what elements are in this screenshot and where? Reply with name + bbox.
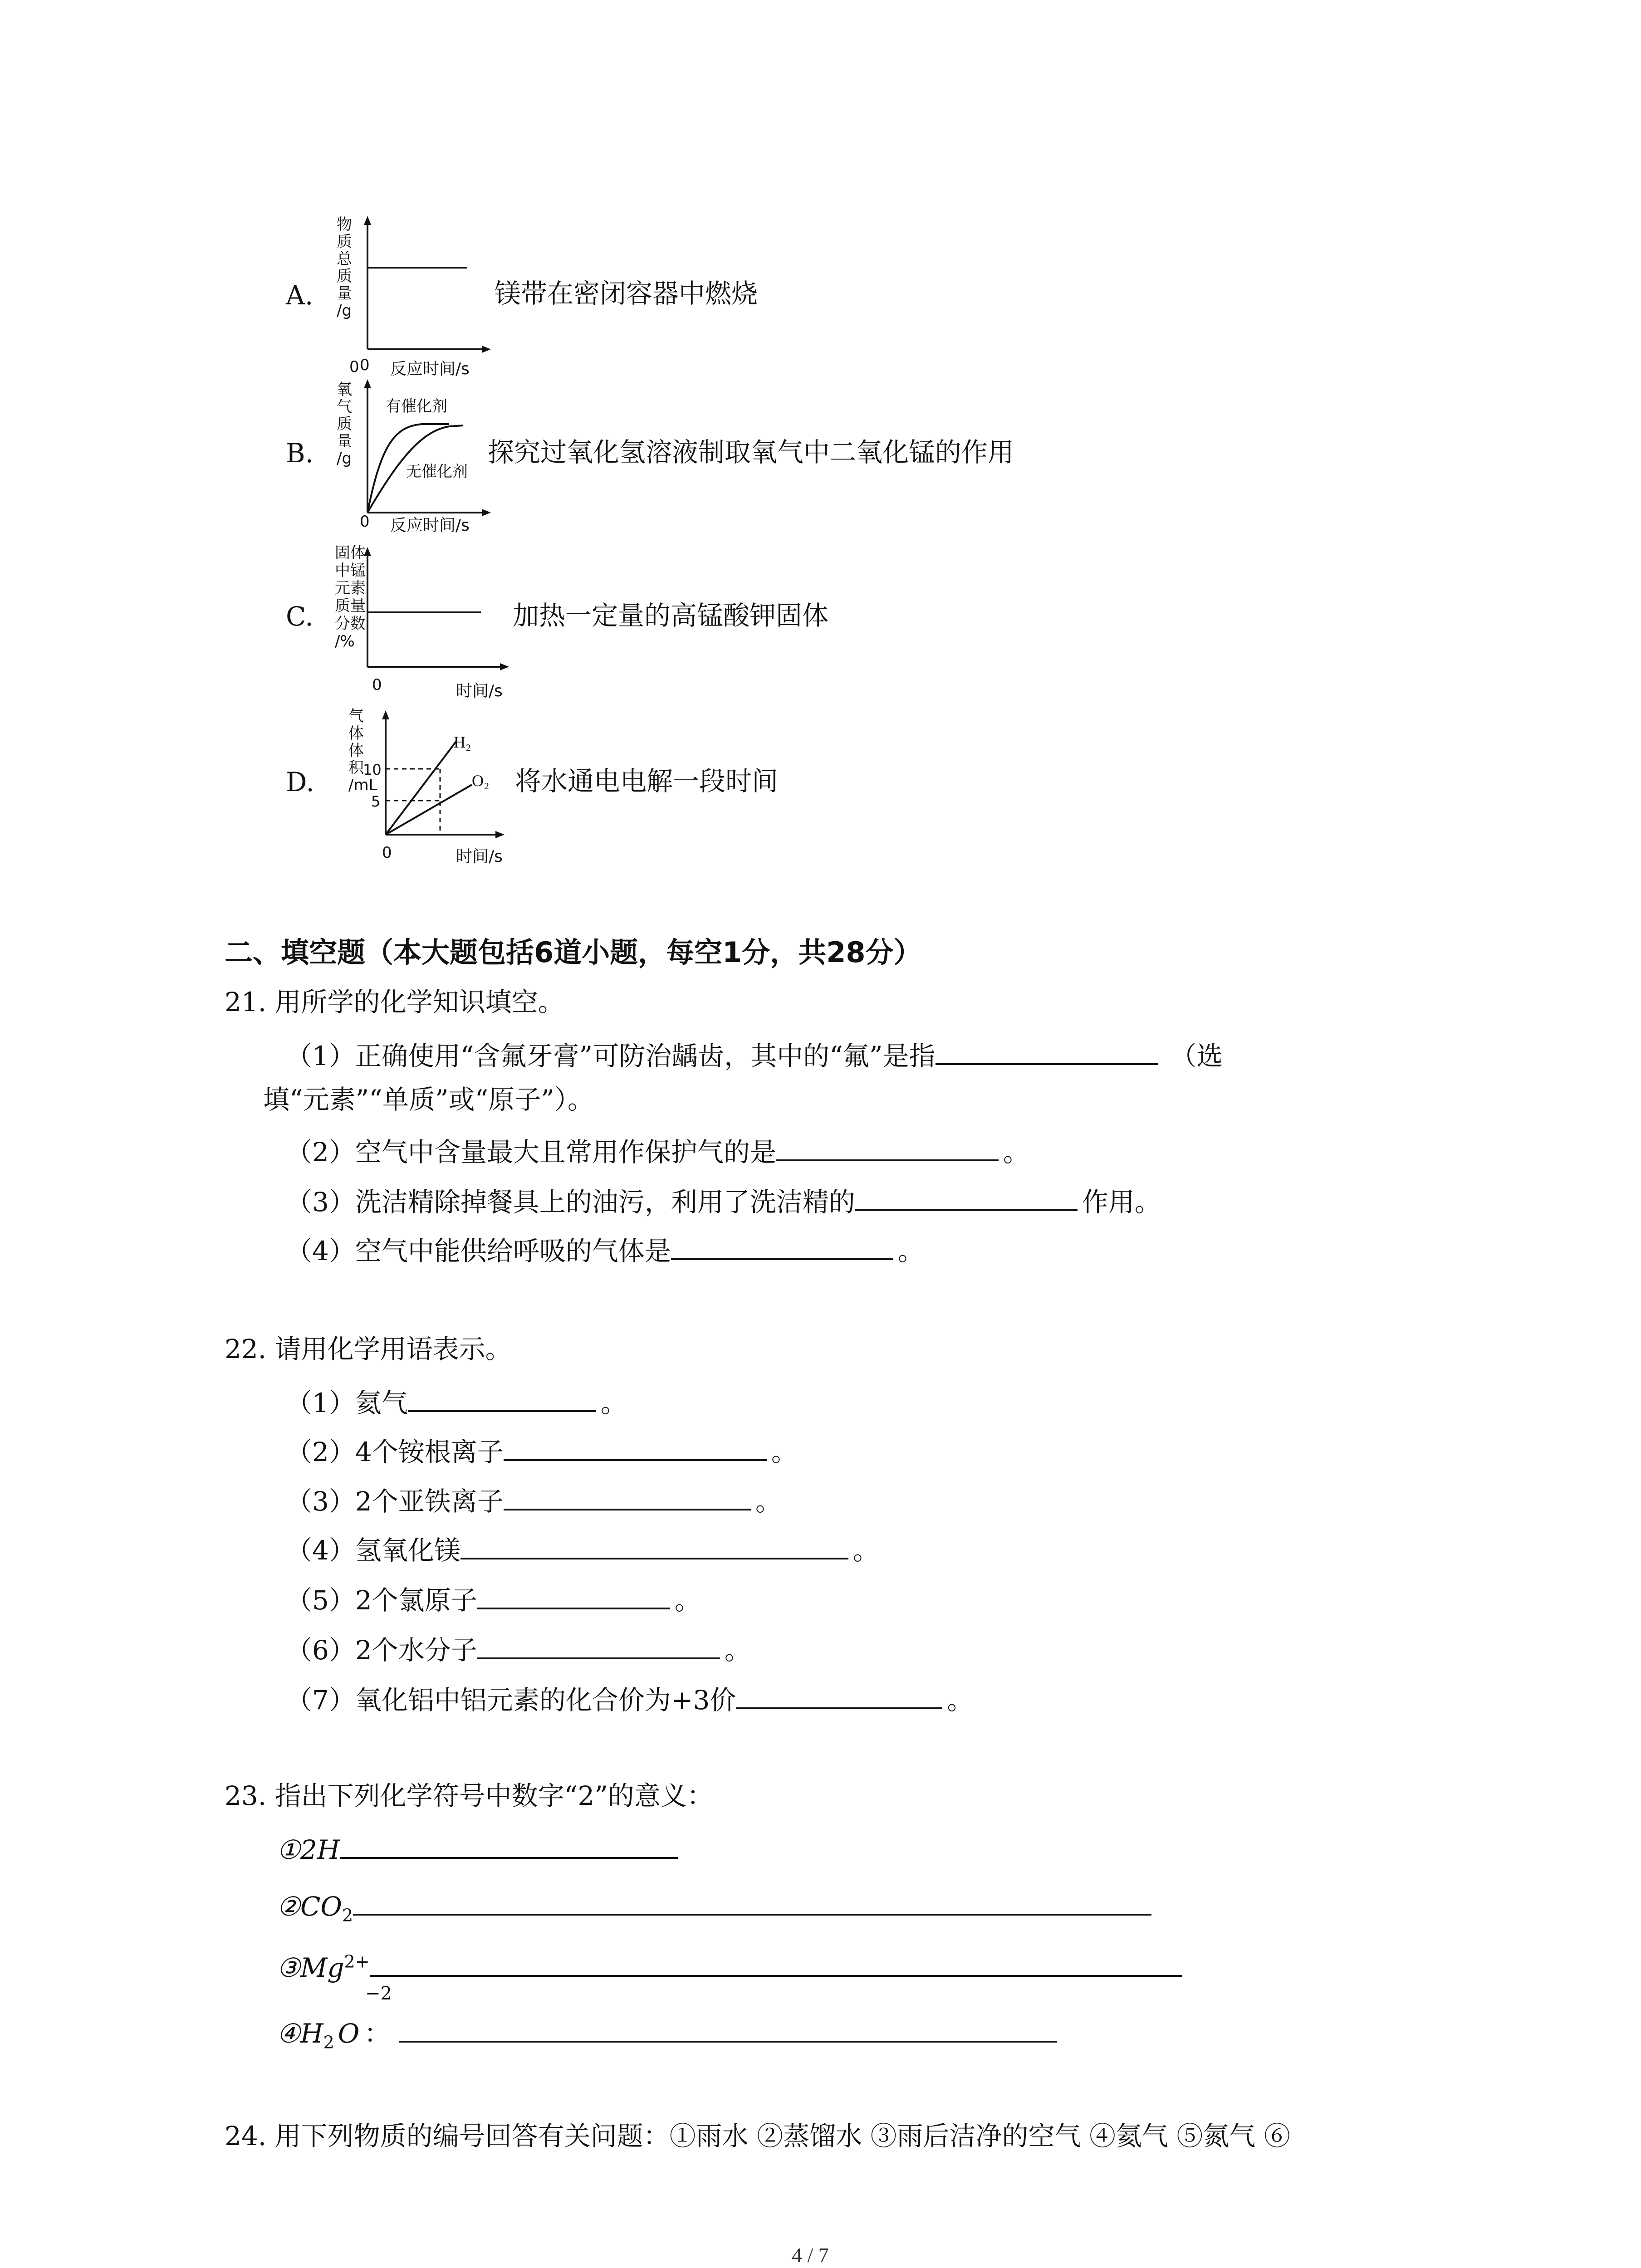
subscript: 2	[342, 1905, 353, 1926]
question-stem: 23. 指出下列化学符号中数字“2”的意义：	[225, 1780, 713, 1811]
q23-symbol-1	[277, 1833, 678, 1863]
q22-item	[286, 1583, 701, 1616]
q22-item-text: （2）4个铵根离子	[286, 1437, 504, 1467]
answer-blank[interactable]	[477, 1633, 720, 1659]
graph-d-ylabel: 气 体 体 积 /mL	[348, 707, 377, 794]
answer-blank[interactable]	[353, 1889, 1151, 1916]
q22-item-text: （4）氢氧化镁	[286, 1535, 460, 1566]
graph-d-tick-10: 10	[363, 761, 382, 778]
graph-a-xlabel: 反应时间/s	[390, 360, 470, 378]
option-letter: A.	[286, 280, 314, 311]
q21-part4-text: （4）空气中能供给呼吸的气体是	[286, 1236, 671, 1266]
symbol: ①2H	[277, 1834, 340, 1865]
answer-blank[interactable]	[340, 1833, 678, 1859]
answer-blank[interactable]	[504, 1435, 767, 1461]
graph-b-curve-catalyst: 有催化剂	[386, 397, 447, 415]
period: 。	[1003, 1137, 1029, 1168]
q22-item-text: （5）2个氯原子	[286, 1585, 477, 1616]
q23-symbol-2	[277, 1889, 1151, 1924]
option-letter: B.	[286, 438, 314, 469]
section-heading: 二、填空题（本大题包括6道小题，每空1分，共28分）	[225, 936, 922, 969]
q22-item	[286, 1386, 627, 1416]
q22-item	[286, 1484, 782, 1515]
answer-blank[interactable]	[776, 1135, 999, 1161]
q23-symbol-3	[277, 1950, 1182, 1981]
period: 。	[674, 1585, 701, 1616]
q22-item-text: （6）2个水分子	[286, 1635, 477, 1666]
graph-a-origin: 0	[360, 356, 370, 374]
period: 。	[755, 1486, 782, 1517]
q21-part1-text: （1）正确使用“含氟牙膏”可防治龋齿，其中的“氟”是指	[286, 1041, 936, 1071]
symbol: ②CO	[277, 1891, 342, 1922]
subscript: 2	[323, 2032, 334, 2053]
q22-item	[286, 1683, 974, 1716]
q21-part1-cont: 填“元素”“单质”或“原子”）。	[263, 1084, 594, 1115]
graph-a	[331, 213, 495, 376]
question-stem: 21. 用所学的化学知识填空。	[225, 987, 564, 1017]
period: 。	[947, 1685, 974, 1716]
valence-mark: −2	[365, 1983, 392, 2004]
q23-symbol-4	[277, 2016, 1057, 2051]
answer-blank[interactable]	[936, 1039, 1158, 1065]
graph-d-h2-label: H₂	[454, 733, 471, 751]
graph-a-ylabel: 物 质 总 质 量 /g	[337, 215, 352, 320]
graph-d-xlabel: 时间/s	[456, 847, 503, 866]
answer-blank[interactable]	[736, 1683, 942, 1709]
period: 。	[852, 1535, 879, 1566]
question-stem: 22. 请用化学用语表示。	[225, 1334, 512, 1364]
option-d-desc: 将水通电电解一段时间	[515, 766, 779, 797]
graph-b-curve-nocatalyst: 无催化剂	[406, 463, 468, 481]
answer-blank[interactable]	[504, 1484, 751, 1510]
q22-item	[286, 1533, 879, 1564]
option-c-desc: 加热一定量的高锰酸钾固体	[513, 600, 829, 631]
q21-part3-tail: 作用。	[1082, 1187, 1161, 1217]
q21-part3	[286, 1185, 1161, 1215]
answer-blank[interactable]	[460, 1533, 848, 1559]
graph-origin: 0	[349, 358, 359, 376]
graph-c-ylabel: 固体 中锰 元素 质量 分数 /%	[335, 544, 366, 650]
q22-item	[286, 1435, 798, 1465]
period: 。	[771, 1437, 798, 1467]
q21-part2	[286, 1135, 1029, 1168]
q22-item-text: （3）2个亚铁离子	[286, 1486, 504, 1517]
option-b-desc: 探究过氧化氢溶液制取氧气中二氧化锰的作用	[488, 437, 1014, 468]
colon: ：	[364, 2018, 391, 2049]
option-letter: D.	[286, 767, 314, 797]
period: 。	[724, 1635, 751, 1666]
option-a-desc: 镁带在密闭容器中燃烧	[495, 278, 758, 309]
symbol: ④H	[277, 2018, 323, 2049]
period: 。	[897, 1236, 924, 1266]
graph-d-tick-5: 5	[371, 793, 381, 810]
symbol: ③Mg	[277, 1952, 344, 1983]
graph-d-o2-label: O₂	[472, 772, 490, 790]
graph-b-xlabel: 反应时间/s	[390, 516, 470, 535]
q21-part4	[286, 1234, 924, 1264]
graph-c-xlabel: 时间/s	[456, 682, 503, 700]
q21-part1	[286, 1039, 1223, 1069]
superscript: 2+	[344, 1951, 370, 1972]
answer-blank[interactable]	[477, 1583, 670, 1609]
q22-item-text: （7）氧化铝中铝元素的化合价为+3价	[286, 1685, 736, 1716]
answer-blank[interactable]	[399, 2016, 1057, 2043]
q22-item	[286, 1633, 751, 1666]
period: 。	[600, 1388, 627, 1418]
graph-b-ylabel: 氧 气 质 量 /g	[337, 381, 352, 468]
option-letter: C.	[286, 601, 314, 632]
page-number: 4 / 7	[792, 2244, 829, 2267]
question-24: 24. 用下列物质的编号回答有关问题：①雨水 ②蒸馏水 ③雨后洁净的空气 ④氦气 ⑤氮气 ⑥	[225, 2121, 1290, 2151]
graph-c-origin: 0	[372, 676, 382, 694]
q21-part2-text: （2）空气中含量最大且常用作保护气的是	[286, 1137, 776, 1168]
answer-blank[interactable]	[855, 1185, 1078, 1211]
q21-part3-text: （3）洗洁精除掉餐具上的油污，利用了洗洁精的	[286, 1187, 855, 1217]
symbol: O	[338, 2018, 360, 2049]
answer-blank[interactable]	[408, 1386, 596, 1412]
answer-blank[interactable]	[671, 1234, 893, 1260]
q22-item-text: （1）氦气	[286, 1388, 408, 1418]
graph-d-origin: 0	[382, 844, 392, 862]
answer-blank[interactable]	[370, 1950, 1182, 1977]
graph-b-origin: 0	[360, 513, 370, 531]
q21-part1-tail: （选	[1170, 1041, 1223, 1071]
